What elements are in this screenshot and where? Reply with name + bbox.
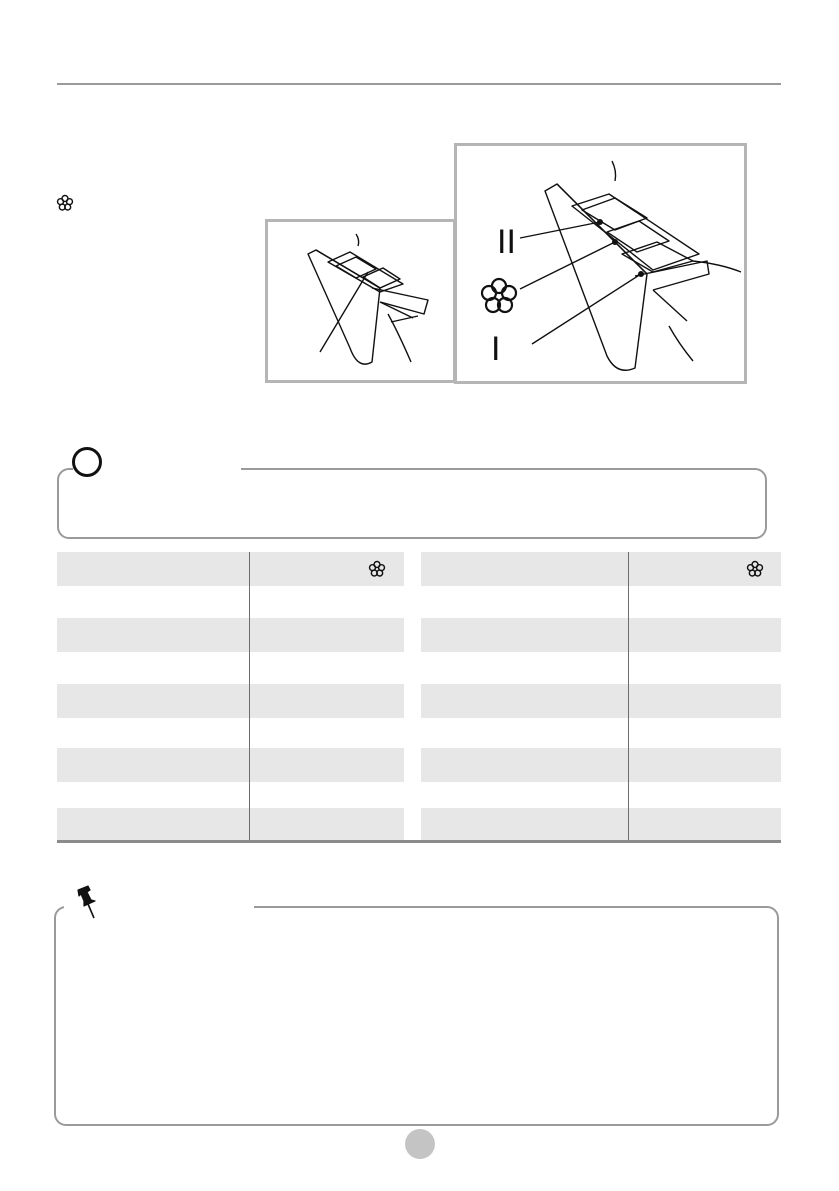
circle-icon — [72, 447, 102, 477]
header-rule — [57, 83, 781, 85]
compartment-label-ii: II — [497, 223, 516, 261]
drawer-illustration-small — [268, 222, 453, 380]
pushpin-icon — [72, 884, 102, 920]
column-divider — [628, 552, 629, 842]
drawer-figure-large — [454, 143, 747, 384]
drawer-illustration-large — [457, 146, 744, 381]
table-row — [57, 618, 781, 652]
table-row — [57, 748, 781, 782]
table-bottom-rule — [57, 840, 781, 843]
column-divider — [249, 552, 250, 842]
warning-box — [57, 468, 767, 539]
page-number-badge — [405, 1129, 435, 1159]
table-row — [57, 552, 781, 586]
compartment-label-flower-icon — [482, 279, 516, 312]
drawer-figure-small — [265, 219, 456, 383]
flower-icon — [56, 194, 74, 212]
table-row — [57, 808, 781, 842]
flower-icon — [746, 560, 764, 578]
compartment-label-i: I — [491, 330, 501, 368]
note-box — [54, 906, 779, 1126]
dosage-table — [57, 552, 781, 844]
flower-icon — [368, 560, 386, 578]
table-row — [57, 684, 781, 718]
